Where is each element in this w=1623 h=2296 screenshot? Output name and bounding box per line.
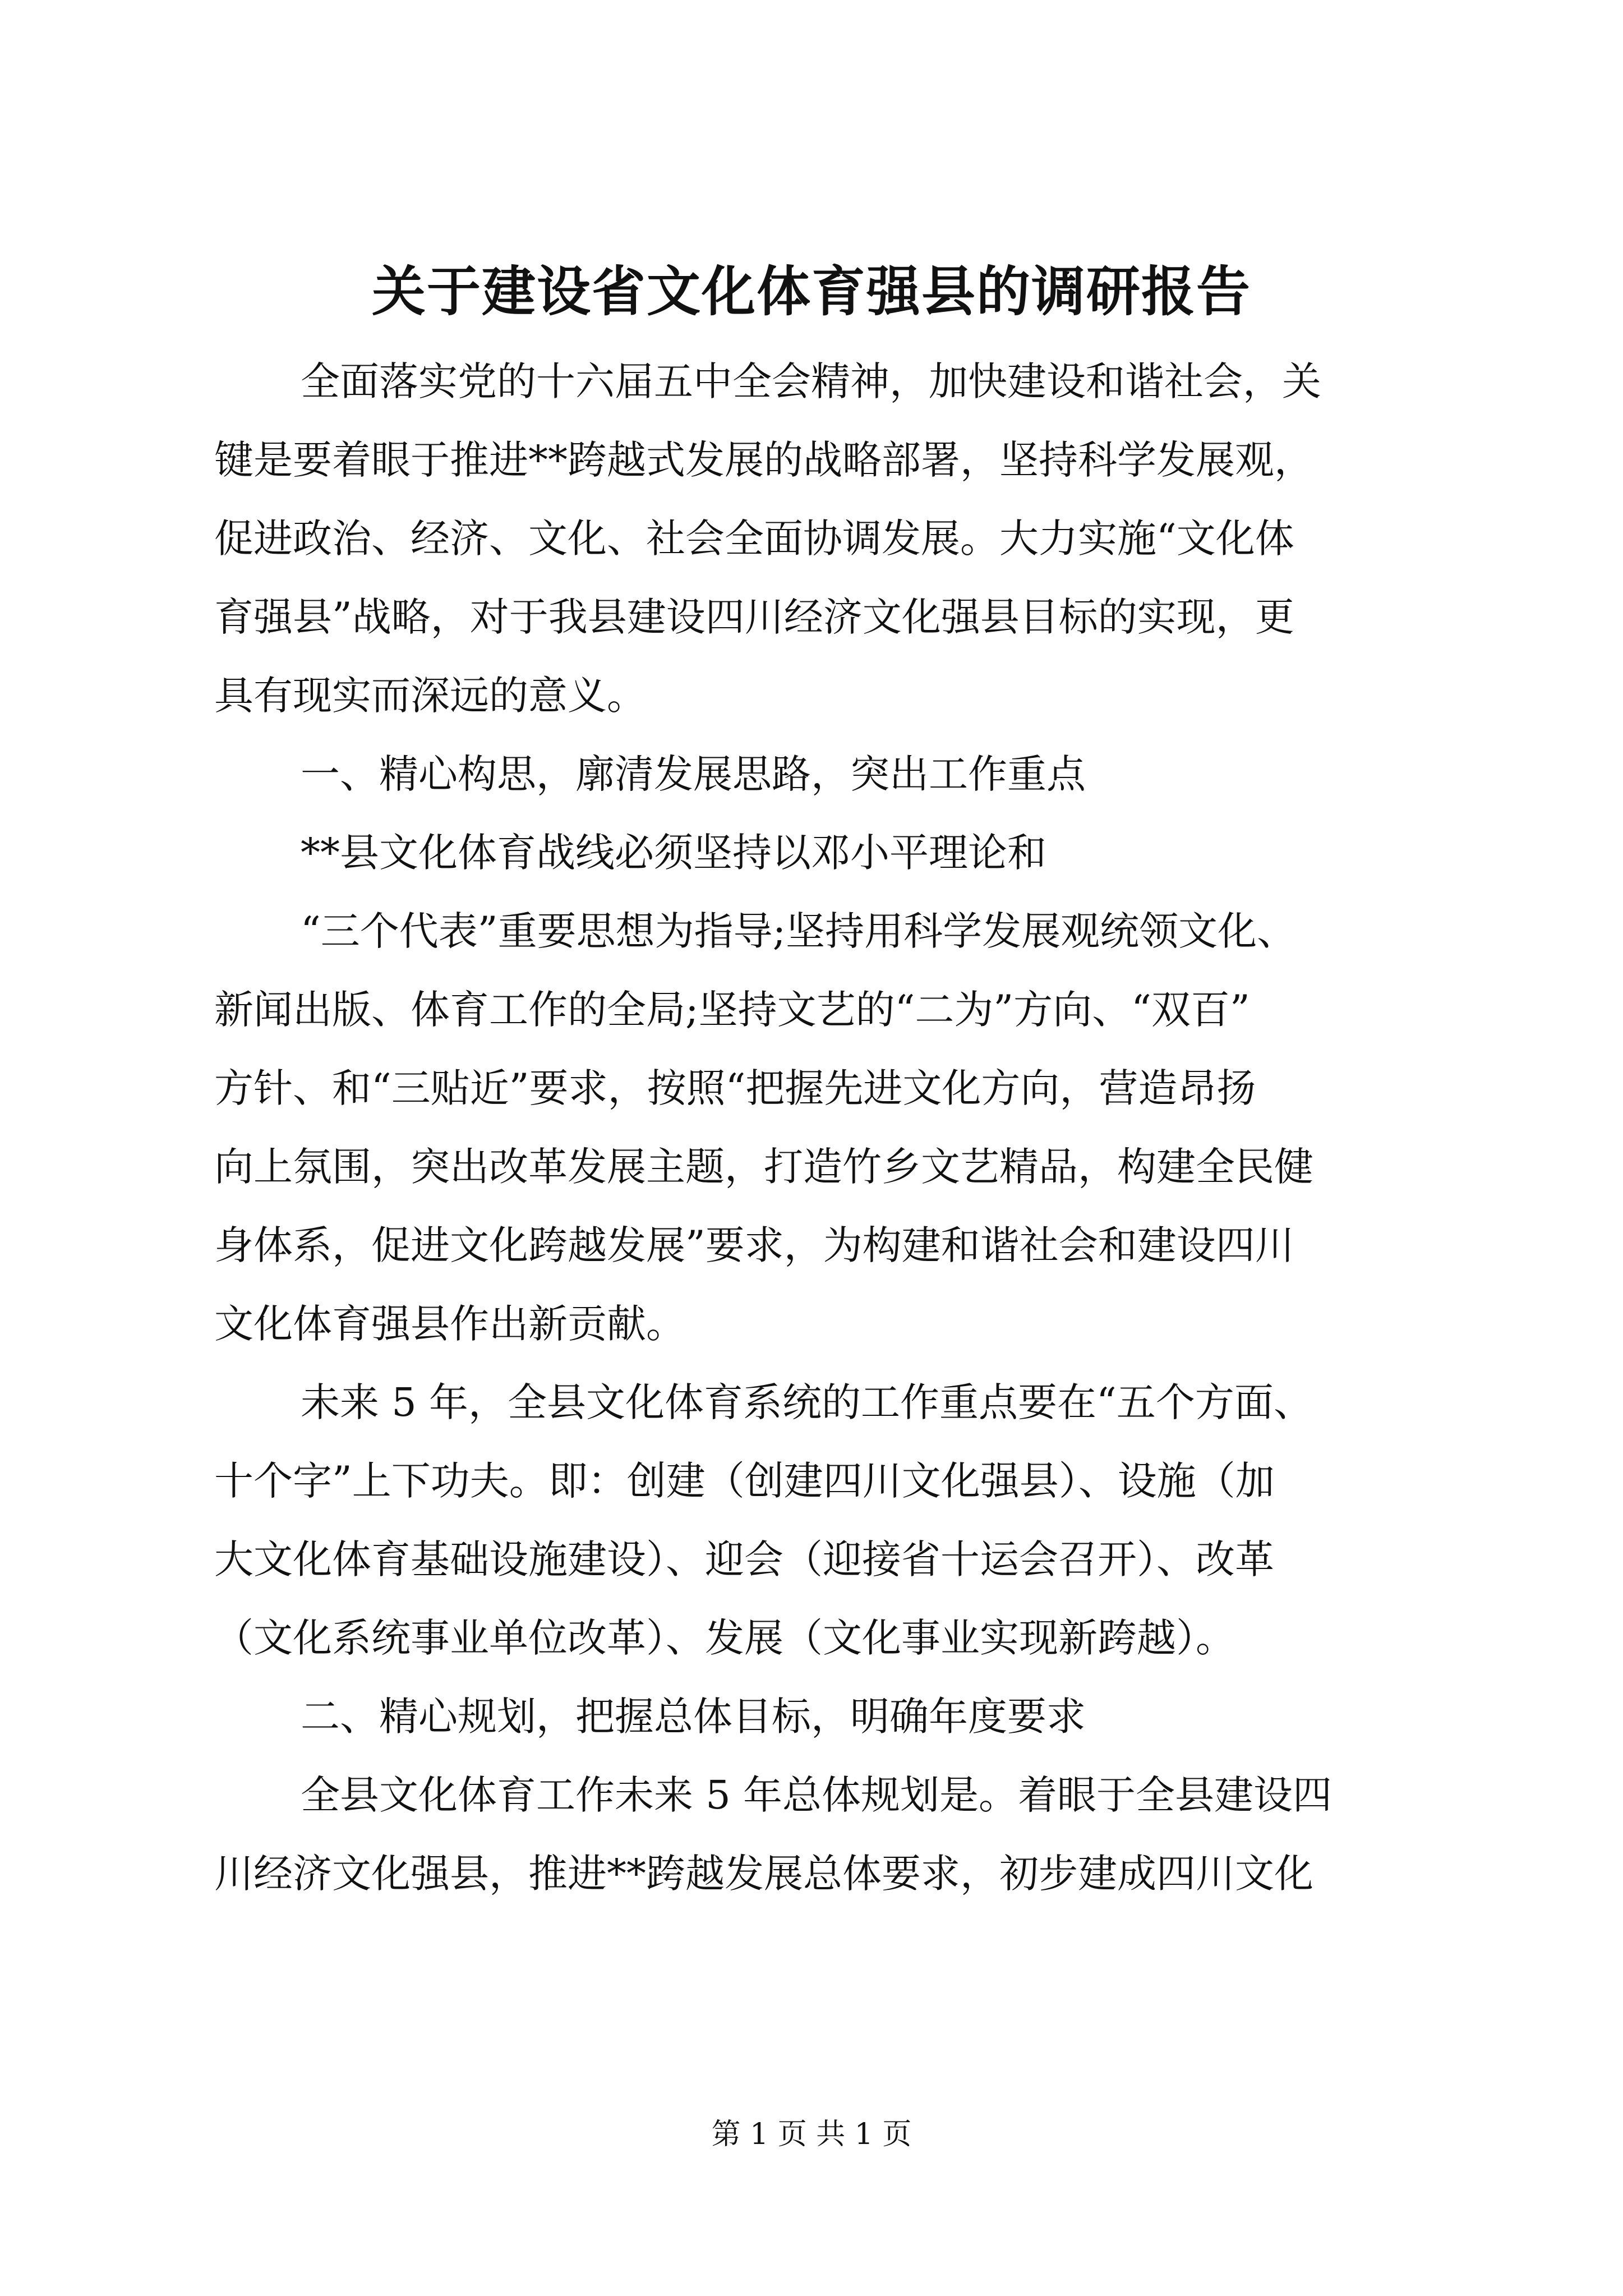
- paragraph-line: 向上氛围，突出改革发展主题，打造竹乡文艺精品，构建全民健: [214, 1144, 1313, 1190]
- paragraph-line: 促进政治、经济、文化、社会全面协调发展。大力实施“文化体: [214, 516, 1294, 562]
- paragraph-line: 全县文化体育工作未来 5 年总体规划是。着眼于全县建设四: [301, 1772, 1332, 1818]
- document-title: 关于建设省文化体育强县的调研报告: [372, 260, 1251, 323]
- paragraph-line: 文化体育强县作出新贡献。: [214, 1301, 685, 1347]
- paragraph-line: 十个字”上下功夫。即：创建（创建四川文化强县）、设施（加: [214, 1458, 1275, 1504]
- paragraph-line: “三个代表”重要思想为指导;坚持用科学发展观统领文化、: [301, 908, 1297, 954]
- paragraph-line: 身体系，促进文化跨越发展”要求，为构建和谐社会和建设四川: [214, 1222, 1294, 1268]
- paragraph-line: 键是要着眼于推进**跨越式发展的战略部署，坚持科学发展观，: [214, 437, 1313, 483]
- paragraph-line: 新闻出版、体育工作的全局;坚持文艺的“二为”方向、“双百”: [214, 987, 1250, 1033]
- paragraph-line: **县文化体育战线必须坚持以邓小平理论和: [301, 830, 1046, 876]
- paragraph-line: 大文化体育基础设施建设）、迎会（迎接省十运会召开）、改革: [214, 1536, 1274, 1582]
- document-body: [214, 342, 1420, 1913]
- paragraph-line: 具有现实而深远的意义。: [214, 673, 646, 719]
- section-heading: 二、精心规划，把握总体目标，明确年度要求: [301, 1694, 1086, 1740]
- paragraph-line: 育强县”战略，对于我县建设四川经济文化强县目标的实现，更: [214, 594, 1294, 640]
- paragraph-line: 全面落实党的十六届五中全会精神，加快建设和谐社会，关: [301, 358, 1321, 404]
- paragraph-line: 未来 5 年，全县文化体育系统的工作重点要在“五个方面、: [301, 1379, 1313, 1425]
- paragraph-line: 方针、和“三贴近”要求，按照“把握先进文化方向，营造昂扬: [214, 1065, 1256, 1111]
- section-heading: 一、精心构思，廓清发展思路，突出工作重点: [301, 751, 1086, 797]
- paragraph-line: （文化系统事业单位改革）、发展（文化事业实现新跨越）。: [214, 1615, 1235, 1661]
- page-footer: 第 1 页 共 1 页: [711, 2118, 912, 2151]
- paragraph-line: 川经济文化强县，推进**跨越发展总体要求，初步建成四川文化: [214, 1851, 1313, 1897]
